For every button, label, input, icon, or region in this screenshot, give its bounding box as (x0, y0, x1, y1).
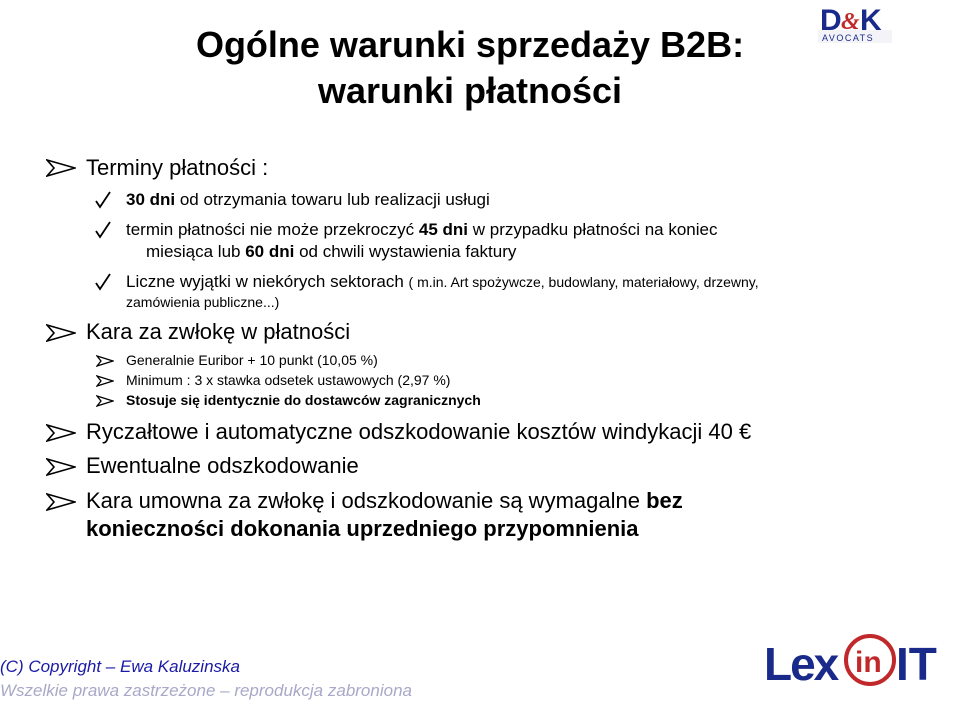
bullet-text: Ewentualne odszkodowanie (86, 453, 359, 478)
small-arrow-icon (96, 374, 114, 390)
dk-logo-graphic (816, 2, 894, 46)
lexinit-logo (762, 628, 958, 694)
checkmark-icon (95, 221, 111, 244)
bold-60-days: 60 dni (245, 242, 295, 261)
dk-subtitle: AVOCATS (822, 33, 875, 43)
item-text-note-cont: zamówienia publiczne...) (126, 294, 280, 310)
dk-letter-k: K (860, 4, 882, 37)
bullet-text-bold: bez (646, 488, 683, 513)
bold-45-days: 45 dni (418, 220, 469, 239)
in-text: in (855, 646, 882, 679)
arrow-bullet-icon (46, 157, 76, 183)
small-arrow-icon (96, 354, 114, 370)
item-text-f: od chwili wystawienia faktury (294, 242, 517, 261)
sub-item-text: Minimum : 3 x stawka odsetek ustawowych (2,97 %) (126, 372, 451, 388)
slide-title (90, 22, 850, 114)
title-line-2: warunki płatności (317, 70, 623, 111)
item-text-c: w przypadku płatności na koniec (468, 220, 718, 239)
lex-text: Lex (764, 638, 838, 690)
item-text: od otrzymania towaru lub realizacji usługi (175, 190, 490, 209)
bullet-text-bold-cont: konieczności dokonania uprzedniego przypomnienia (86, 516, 639, 541)
bullet-text-a: Kara umowna za zwłokę i odszkodowanie są wymagalne (86, 488, 647, 513)
item-text-a: Liczne wyjątki w niekórych sektorach (126, 272, 409, 291)
sub-item-text: Generalnie Euribor + 10 punkt (10,05 %) (126, 352, 378, 368)
title-line-1: Ogólne warunki sprzedaży B2B: (195, 24, 745, 65)
sub-item-text-bold: Stosuje się identycznie do dostawców zagranicznych (126, 392, 481, 408)
item-text-note: ( m.in. Art spożywcze, budowlany, materiałowy, drzewny, (408, 274, 759, 290)
bullet-text: Terminy płatności : (86, 155, 269, 180)
lexinit-logo-graphic (762, 628, 958, 694)
arrow-bullet-icon (46, 456, 76, 482)
checkmark-icon (95, 191, 111, 214)
small-arrow-icon (96, 394, 114, 410)
bullet-text: Ryczałtowe i automatyczne odszkodowanie kosztów windykacji 40 € (86, 419, 752, 444)
arrow-bullet-icon (46, 422, 76, 448)
footer-rights: Wszelkie prawa zastrzeżone – reprodukcja zabroniona (0, 681, 412, 700)
bullet-text: Kara za zwłokę w płatności (86, 319, 351, 344)
footer-copyright: (C) Copyright – Ewa Kaluzinska (0, 657, 240, 676)
checkmark-icon (95, 273, 111, 296)
it-text: IT (896, 638, 937, 690)
item-text-d: miesiąca lub (146, 242, 246, 261)
arrow-bullet-icon (46, 491, 76, 517)
bold-30-days: 30 dni (126, 190, 176, 209)
item-text-a: termin płatności nie może przekroczyć (126, 220, 419, 239)
dk-avocats-logo (816, 2, 894, 46)
dk-ampersand: & (841, 9, 860, 35)
dk-letter-d: D (820, 4, 842, 37)
arrow-bullet-icon (46, 322, 76, 348)
